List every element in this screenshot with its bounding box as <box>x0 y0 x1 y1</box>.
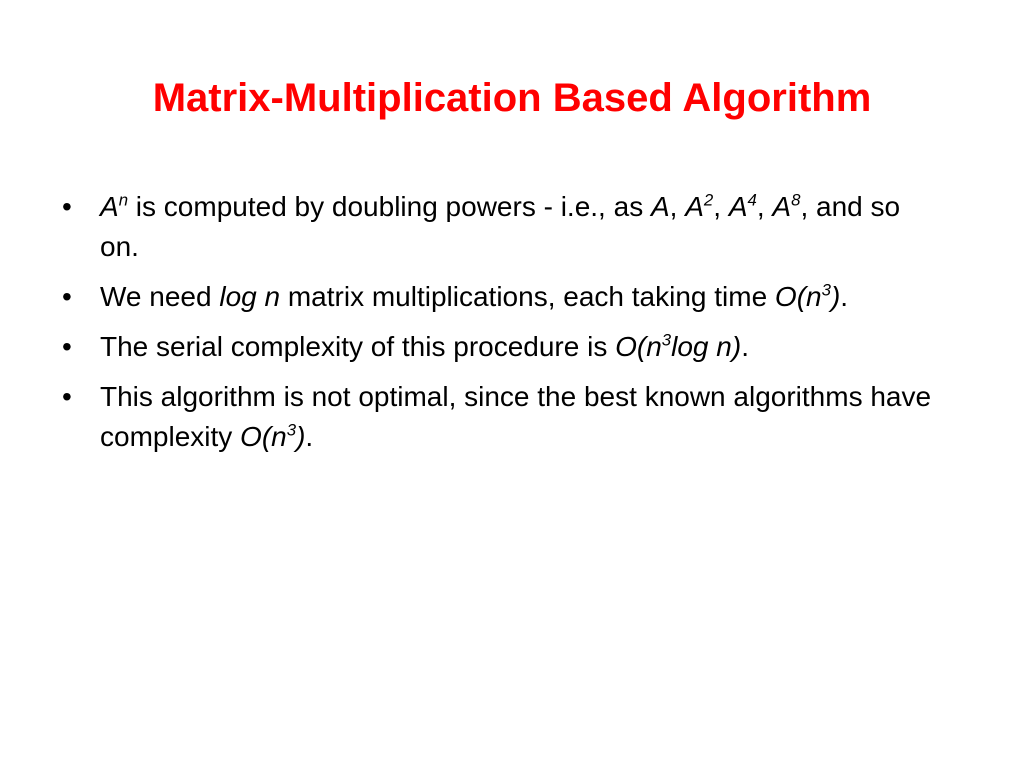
math-text: A <box>650 191 670 222</box>
superscript: n <box>118 190 129 210</box>
bullet-text: , <box>756 191 773 222</box>
math-text: log n) <box>671 331 742 362</box>
bullet-list <box>62 187 942 467</box>
superscript: 3 <box>821 280 831 300</box>
math-text: A <box>685 191 704 222</box>
bullet-marker: • <box>62 381 72 412</box>
bullet-text: The serial complexity of this procedure is <box>100 331 616 362</box>
bullet-text: . <box>305 421 314 452</box>
bullet-marker: • <box>62 191 72 222</box>
bullet-item <box>62 377 942 457</box>
math-text: log n <box>219 281 281 312</box>
math-text: O(n <box>240 421 287 452</box>
bullet-marker: • <box>62 331 72 362</box>
math-text: A <box>100 191 119 222</box>
bullet-item <box>62 187 942 267</box>
superscript: 3 <box>661 330 672 350</box>
math-text: A <box>728 191 748 222</box>
bullet-marker: • <box>62 281 72 312</box>
bullet-item <box>62 277 942 317</box>
math-text: ) <box>830 281 841 312</box>
bullet-text: We need <box>100 281 220 312</box>
bullet-text: , and so on. <box>100 191 901 262</box>
bullet-item <box>62 327 942 367</box>
math-text: O(n <box>774 281 822 312</box>
superscript: 3 <box>286 420 297 440</box>
bullet-text: . <box>840 281 849 312</box>
bullet-text: This algorithm is not optimal, since the best known algorithms have complexity <box>100 381 932 452</box>
superscript: 8 <box>791 190 801 210</box>
bullet-text: matrix multiplications, each taking time <box>280 281 775 312</box>
math-text: A <box>772 191 792 222</box>
bullet-text: , <box>713 191 729 222</box>
bullet-text: is computed by doubling powers - i.e., as <box>128 191 651 222</box>
superscript: 4 <box>747 190 757 210</box>
bullet-text: , <box>669 191 686 222</box>
slide-title: Matrix-Multiplication Based Algorithm <box>152 76 872 120</box>
superscript: 2 <box>703 190 714 210</box>
math-text: O(n <box>615 331 662 362</box>
math-text: ) <box>296 421 306 452</box>
bullet-text: . <box>741 331 749 362</box>
